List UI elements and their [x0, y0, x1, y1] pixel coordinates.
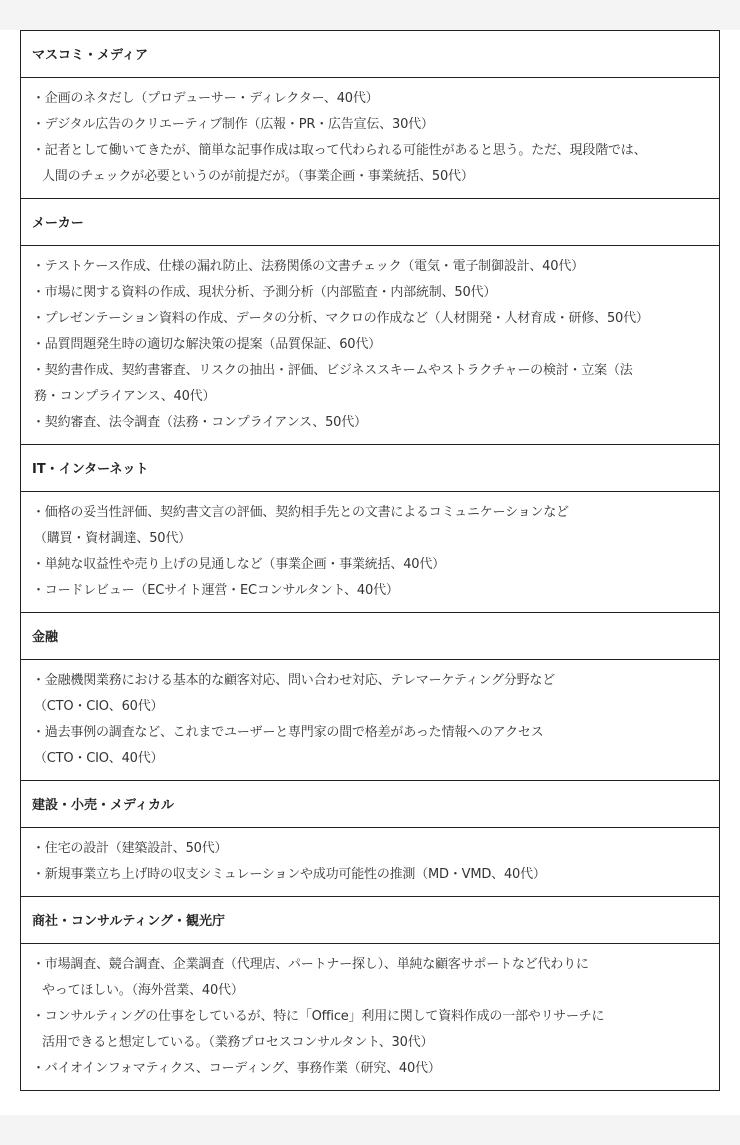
bottom-margin-band — [0, 1115, 740, 1145]
comment-line: 人間のチェックが必要というのが前提だが。（事業企画・事業統括、50代） — [42, 169, 474, 184]
comment-line: ・過去事例の調査など、これまでユーザーと専門家の間で格差があった情報へのアクセス — [32, 725, 544, 740]
comment-line: ・価格の妥当性評価、契約書文言の評価、契約相手先との文書によるコミュニケーションなど — [32, 505, 569, 520]
comment-line: ・プレゼンテーション資料の作成、データの分析、マクロの作成など（人材開発・人材育成・研修、50代） — [32, 311, 649, 326]
section-body-finance — [21, 660, 719, 781]
comment-line: ・コンサルティングの仕事をしているが、特に「Office」利用に関して資料作成の一部やリサーチに — [32, 1009, 605, 1024]
comment-line: ・単純な収益性や売り上げの見通しなど（事業企画・事業統括、40代） — [32, 557, 445, 572]
comment-line: ・品質問題発生時の適切な解決策の提案（品質保証、60代） — [32, 337, 381, 352]
section-header-trading: 商社・コンサルティング・観光庁 — [21, 897, 719, 944]
comment-line: ・新規事業立ち上げ時の収支シミュレーションや成功可能性の推測（MD・VMD、40代） — [32, 867, 546, 882]
comment-line: （CTO・CIO、40代） — [34, 751, 164, 766]
comment-line: ・市場調査、競合調査、企業調査（代理店、パートナー探し）、単純な顧客サポートなど代わりに — [32, 957, 589, 972]
comment-line: ・住宅の設計（建築設計、50代） — [32, 841, 228, 856]
section-body-maker — [21, 246, 719, 445]
section-header-finance: 金融 — [21, 613, 719, 660]
comment-line: ・契約審査、法令調査（法務・コンプライアンス、50代） — [32, 415, 367, 430]
section-header-construction: 建設・小売・メディカル — [21, 781, 719, 828]
comment-line: ・契約書作成、契約書審査、リスクの抽出・評価、ビジネススキームやストラクチャーの検討・立案（法 — [32, 363, 633, 378]
section-body-construction — [21, 828, 719, 897]
section-header-media: マスコミ・メディア — [21, 31, 719, 78]
section-header-it: IT・インターネット — [21, 445, 719, 492]
comment-line: ・デジタル広告のクリエーティブ制作（広報・PR・広告宣伝、30代） — [32, 117, 434, 132]
comment-line: ・コードレビュー（ECサイト運営・ECコンサルタント、40代） — [32, 583, 399, 598]
comment-line: 務・コンプライアンス、40代） — [34, 389, 216, 404]
comment-line: ・市場に関する資料の作成、現状分析、予測分析（内部監査・内部統制、50代） — [32, 285, 497, 300]
comment-line: ・テストケース作成、仕様の漏れ防止、法務関係の文書チェック（電気・電子制御設計、40代） — [32, 259, 584, 274]
section-body-media — [21, 78, 719, 199]
comment-line: ・金融機関業務における基本的な顧客対応、問い合わせ対応、テレマーケティング分野など — [32, 673, 555, 688]
section-body-it — [21, 492, 719, 613]
industry-comments-table — [20, 30, 720, 1091]
comment-line: （購買・資材調達、50代） — [34, 531, 191, 546]
comment-line: やってほしい。（海外営業、40代） — [42, 983, 244, 998]
comment-line: ・企画のネタだし（プロデューサー・ディレクター、40代） — [32, 91, 379, 106]
section-body-trading — [21, 944, 719, 1091]
top-margin-band — [0, 0, 740, 30]
comment-line: ・バイオインフォマティクス、コーディング、事務作業（研究、40代） — [32, 1061, 441, 1076]
comment-line: 活用できると想定している。（業務プロセスコンサルタント、30代） — [42, 1035, 434, 1050]
comment-line: ・記者として働いてきたが、簡単な記事作成は取って代わられる可能性があると思う。ただ、現段階では、 — [32, 143, 647, 158]
section-header-maker: メーカー — [21, 199, 719, 246]
comment-line: （CTO・CIO、60代） — [34, 699, 164, 714]
